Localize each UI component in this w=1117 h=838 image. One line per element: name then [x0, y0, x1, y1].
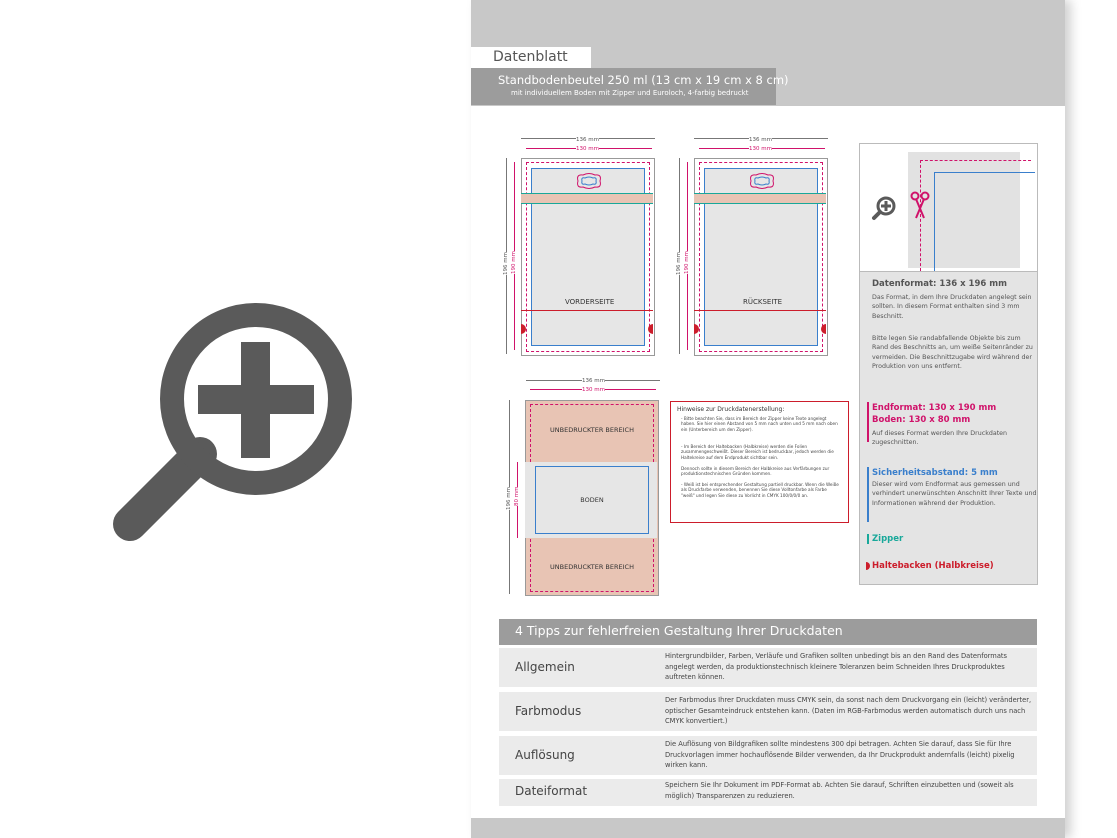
hint-item: - Weiß ist bei entsprechender Gestaltung partiell druckbar. Wenn die Weiße als Druckfarbe verwenden, benennen Sie diese Volltonfarbe als Farbe "weiß" und legen Sie diese zu Vorlicht in CMYK 100/0/0/0 an.	[681, 482, 839, 498]
end-format-text: Auf dieses Format werden Ihre Druckdaten zugeschnitten.	[872, 430, 1008, 447]
end-format-heading: Endformat: 130 x 190 mm	[872, 403, 997, 413]
back-halte-right	[821, 324, 826, 334]
data-format-text: Das Format, in dem Ihre Druckdaten angelegt sein sollten. In diesem Format enthalten sind 3 mm Beschnitt.	[872, 294, 1032, 320]
tip-text: Hintergrundbilder, Farben, Verläufe und Grafiken sollten unbedingt bis an den Rand des Datenformats angelegt werden, da produktionstechnisch kleinere Toleranzen beim Schneiden Ihres Druckproduktes auftreten können.	[665, 652, 1008, 682]
halte-legend: Haltebacken (Halbkreise)	[872, 561, 994, 571]
front-width-inner: 130 mm	[576, 146, 599, 152]
back-width-inner: 130 mm	[749, 146, 772, 152]
page-title: Datenblatt	[493, 49, 568, 65]
bottom-format-heading: Boden: 130 x 80 mm	[872, 415, 971, 425]
bottom-boden-label: BODEN	[580, 496, 604, 504]
tip-text: Speichern Sie Ihr Dokument im PDF-Format ab. Achten Sie darauf, Schriften einzubetten und (soweit als möglich) Transparenzen zu reduzieren.	[665, 781, 1014, 800]
front-bag-diagram	[503, 137, 661, 356]
datasheet-page	[471, 0, 1065, 838]
front-label: VORDERSEITE	[565, 298, 615, 306]
tip-text: Der Farbmodus Ihrer Druckdaten muss CMYK sein, da sonst nach dem Druckvorgang ein (leicht) veränderter, optischer Gesamteindruck entstehen kann. (Daten im RGB-Farbmodus werden automatisch durch uns nach CMYK konvertiert.)	[665, 696, 1032, 726]
data-format-text-2: Bitte legen Sie randabfallende Objekte bis zum Rand des Beschnitts an, um weiße Seitenränder zu vermeiden. Die Beschnittzugabe wird während der Produktion von uns entfernt.	[872, 335, 1033, 371]
zoom-in-icon-small[interactable]	[870, 194, 898, 222]
bottom-unprinted-top: UNBEDRUCKTER BEREICH	[550, 426, 634, 434]
zoom-in-icon[interactable]	[100, 292, 362, 554]
back-width-outer: 136 mm	[749, 137, 772, 143]
safety-margin-text: Dieser wird vom Endformat aus gemessen und verhindert unerwünschten Anschnitt Ihrer Texte und Informationen während der Produktion.	[872, 481, 1037, 507]
tip-row-dateiformat	[499, 779, 1037, 806]
product-title: Standbodenbeutel 250 ml (13 cm x 19 cm x 8 cm)	[498, 73, 789, 87]
bottom-width-inner: 130 mm	[582, 387, 605, 393]
scissors-icon	[910, 190, 930, 220]
info-panel	[859, 271, 1038, 585]
hint-box	[670, 401, 849, 523]
front-width-outer: 136 mm	[576, 137, 599, 143]
back-height-inner: 190 mm	[684, 251, 690, 274]
front-height-inner: 190 mm	[511, 251, 517, 274]
bottom-height-outer: 196 mm	[506, 487, 512, 510]
tip-row-farbmodus	[499, 692, 1037, 731]
crop-preview	[859, 143, 1038, 273]
bottom-width-outer: 136 mm	[582, 378, 605, 384]
halte-legend-marker	[866, 562, 870, 570]
front-euro-hole-icon	[572, 172, 606, 190]
hint-item: Dennoch sollte in diesem Bereich der Halbkreise aus Verfärbungen zur produktionstechnischen Gründen kommen.	[681, 466, 830, 477]
safety-margin-heading: Sicherheitsabstand: 5 mm	[872, 468, 998, 478]
tip-label: Dateiformat	[515, 784, 588, 798]
back-euro-hole-icon	[745, 172, 779, 190]
hint-item: - Im Bereich der Haltebacken (Halbkreise) werden die Folien zusammengeschweißt. Dieser Bereich ist bedruckbar, jedoch werden die Haltekreise auf dem Endprodukt sichtbar sein.	[681, 444, 834, 460]
tip-label: Farbmodus	[515, 704, 582, 718]
front-height-outer: 196 mm	[503, 252, 509, 275]
tip-text: Die Auflösung von Bildgrafiken sollte mindestens 300 dpi betragen. Achten Sie darauf, dass Sie für Ihre Druckvorlagen immer hochauflösende Bilder verwenden, da Ihr Druckprodukt andernfalls (leicht) pixelig wirken kann.	[665, 740, 1015, 770]
tip-label: Auflösung	[515, 748, 575, 762]
tip-label: Allgemein	[515, 660, 575, 674]
tip-row-allgemein	[499, 648, 1037, 687]
tips-title: 4 Tipps zur fehlerfreien Gestaltung Ihrer Druckdaten	[515, 623, 843, 638]
bottom-unprinted-bottom: UNBEDRUCKTER BEREICH	[550, 563, 634, 571]
tip-row-aufloesung	[499, 736, 1037, 775]
hint-title: Hinweise zur Druckdatenerstellung:	[677, 406, 785, 413]
front-halte-right	[648, 324, 653, 334]
back-label: RÜCKSEITE	[743, 298, 783, 306]
hint-item: - Bitte beachten Sie, dass im Bereich der Zipper keine Texte angelegt haben. Sie hier einen Abstand von 5 mm nach unten und 5 mm nach oben ein (Unterbereich um den Zipper).	[681, 416, 838, 432]
data-format-heading: Datenformat: 136 x 196 mm	[872, 279, 1007, 289]
back-height-outer: 196 mm	[676, 252, 682, 275]
bottom-height-inner: 80 mm	[514, 486, 520, 506]
footer-band	[471, 818, 1065, 838]
back-bag-diagram	[676, 137, 834, 356]
zipper-legend: Zipper	[872, 534, 904, 544]
product-subtitle: mit individuellem Boden mit Zipper und Euroloch, 4-farbig bedruckt	[511, 89, 749, 97]
bottom-diagram	[506, 378, 666, 596]
